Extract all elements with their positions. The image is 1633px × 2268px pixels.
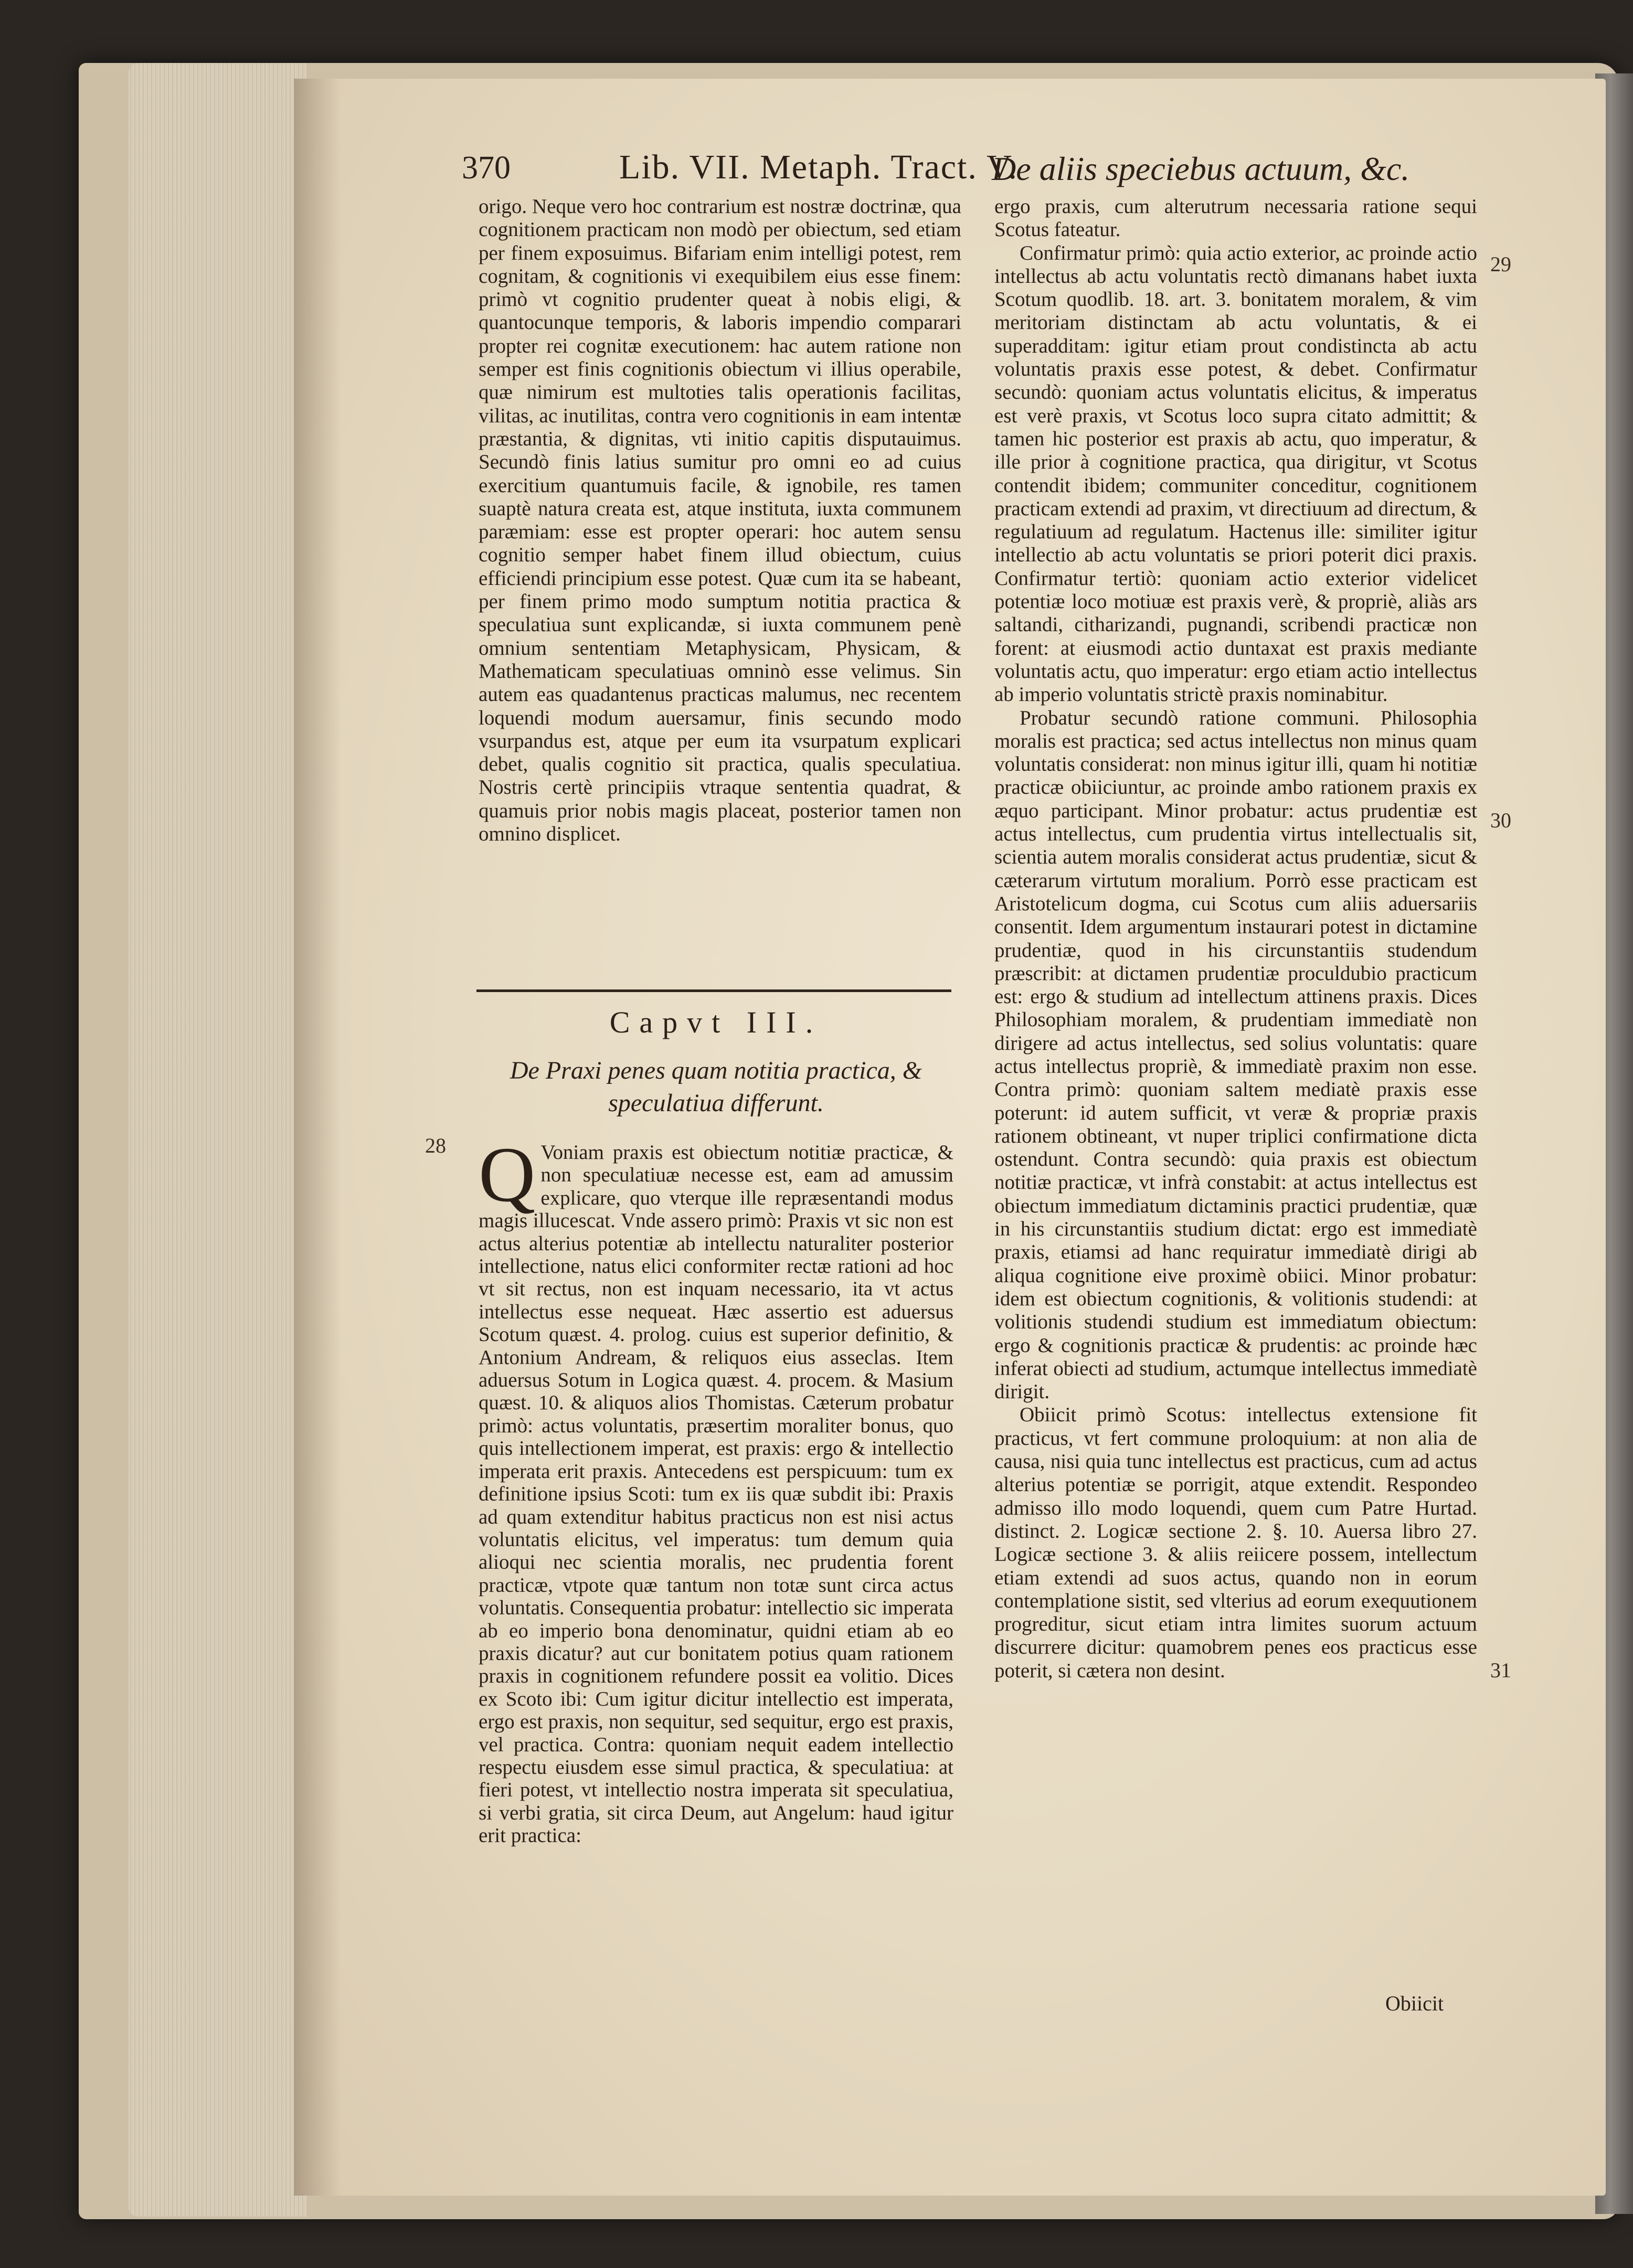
chapter-paragraph: Voniam praxis est obiectum notitiæ practicæ, & non speculatiuæ necesse est, eam ad amussim explicare, quo vterque ille repræsentandi modus magis illucescat. Vnde assero primò: Praxis vt sic non est actus alterius potentiæ ab intellectu naturaliter posterior intellectione, natus elici conformiter rectæ rationi ad hoc vt sit rectus, non est inquam necessario, ita vt actus intellectus esse nequeat. Hæc assertio est aduersus Scotum quæst. 4. prolog. cuius est superior definitio, & Antonium Andream, & reliquos eius asseclas. Item aduersus Sotum in Logica quæst. 4. procem. & Masium quæst. 10. & aliquos alios Thomistas. Cæterum probatur primò: actus voluntatis, præsertim moraliter bonus, quo quis intellectionem imperat, est praxis: ergo & intellectio imperata erit praxis. Antecedens est perspicuum: tum ex definitione ipsius Scoti: tum ex iis quæ subdit ibi: Praxis ad quam extenditur habitus practicus non est nisi actus voluntatis elicitus, vel imperatus: tum demum quia alioqui nec scientia moralis, nec prudentia forent practicæ, vtpote quæ tantum non totæ sunt circa actus voluntatis. Consequentia probatur: intellectio sic imperata ab eo imperio bona denominatur, quidni etiam ab eo praxis dicatur? aut cur bonitatem potius quam rationem praxis in cognitionem refundere possit ea volitio. Dices ex Scoto ibi: Cum igitur dicitur intellectio est imperata, ergo est praxis, non sequitur, sed sequitur, ergo est praxis, vel practica. Contra: quoniam nequit eadem intellectio respectu eiusdem esse simul practica, & speculatiua: at fieri potest, vt intellectio nostra imperata sit speculatiua, si verbi gratia, sit circa Deum, aut Angelum: haud igitur erit practica: (479, 1141, 953, 1847)
chapter-subtitle-line: De Praxi penes quam notitia practica, & (510, 1057, 922, 1084)
margin-number: 29 (1490, 252, 1511, 276)
right-paragraph: Confirmatur primò: quia actio exterior, ac proinde actio intellectus ab actu voluntatis rectò dimanans habet iuxta Scotum quodlib. 18. art. 3. bonitatem moralem, & vim meritoriam distinctam ab actu voluntatis, & ei superadditam: igitur etiam prout condistincta ab actu voluntatis praxis esse potest, & debet. Confirmatur secundò: quoniam actus voluntatis elicitus, & imperatus est verè praxis, vt Scotus loco supra citato admittit; & tamen hic posterior est praxis ab actu, quo imperatur, & ille prior à cognitione practica, qua dirigitur, vt Scotus contendit ibidem; communiter conceditur, cognitionem practicam extendi ad praxim, vt directiuum ad directum, & regulatiuum ad regulatum. Hactenus ille: similiter igitur intellectio ab actu voluntatis se priori poterit dici praxis. Confirmatur tertiò: quoniam actio exterior videlicet potentiæ loco motiuæ est praxis verè, & propriè, aliàs ars saltandi, citharizandi, pugnandi, scribendi practicæ non forent: at eiusmodi actio duntaxat est praxis mediante voluntatis actu, quo imperatur: ergo etiam actio intellectus ab imperio voluntatis strictè praxis nominabitur. (994, 241, 1477, 706)
chapter-title: Capvt III. (609, 1005, 823, 1039)
margin-number: 30 (1490, 808, 1511, 832)
chapter-rule (476, 989, 951, 992)
left-paragraph: origo. Neque vero hoc contrarium est nostræ doctrinæ, qua cognitionem practicam non modò per obiectum, sed etiam per finem exposuimus. Bifariam enim intelligi potest, rem cognitam, & cognitionis vi exequibilem eius esse finem: primò vt cognitio prudenter queat à nobis eligi, & quantocunque temporis, & laboris impendio comparari propter rei cognitæ executionem: hac autem ratione non semper est finis cognitionis obiectum vi illius operabile, quæ nimirum est multoties talis operationis facilitas, vilitas, ac inutilitas, contra vero cognitionis in eam intentæ præstantia, & dignitas, vti initio capitis disputauimus. Secundò finis latius sumitur pro omni eo ad cuius exercitium quantumuis facile, & ignobile, res tamen suaptè natura creata est, atque instituta, iuxta communem paræmiam: esse est propter operari: hoc autem sensu cognitio semper habet finem illud obiectum, cuius efficiendi principium esse potest. Quæ cum ita se habeant, per finem primo modo sumptum notitia practica & speculatiua sunt explicandæ, si iuxta communem penè omnium sententiam Metaphysicam, Physicam, & Mathematicam speculatiuas omninò esse velimus. Sin autem eas quadantenus practicas malumus, nec recentem loquendi modum auersamur, finis secundo modo vsurpandus est, atque per eum ita vsurpatum explicari debet, qualis cognitio sit practica, qualis speculatiua. Nostris certè principiis vtraque sententia quadrat, & quamuis prior nobis magis placeat, posterior tamen non omnino displicet. (479, 195, 961, 846)
page-number: 370 (462, 150, 511, 186)
right-paragraph: Obiicit primò Scotus: intellectus extensione fit practicus, vt fert commune proloquium: at non alia de causa, nisi quia tunc intellectus est practicus, cum ad actus alterius potentiæ se porrigit, atque extendit. Respondeo admisso illo modo loquendi, quem cum Patre Hurtad. distinct. 2. Logicæ sectione 2. §. 10. Auersa libro 27. Logicæ sectione 3. & aliis reiicere possem, intellectum etiam extendi ad suos actus, quando non in eorum contemplatione sistit, sed vlterius ad eorum exequutionem progreditur, sicut etiam intra limites suorum actuum discurrere dicitur: quamobrem penes eos practicus esse poterit, si cætera non desint. (994, 1403, 1477, 1682)
chapter-subtitle-line: speculatiua differunt. (608, 1089, 824, 1117)
running-title: De aliis speciebus actuum, &c. (992, 150, 1410, 187)
catchword: Obiicit (1385, 1992, 1444, 2015)
gutter-shadow (294, 79, 341, 2196)
right-paragraph: Probatur secundò ratione communi. Philosophia moralis est practica; sed actus intellectus non minus quam voluntatis considerat: non minus igitur illi, quam hi notitiæ practicæ obiiciuntur, ac proinde ambo rationem praxis ex æquo participant. Minor probatur: actus prudentiæ est actus intellectus, cum prudentia virtus intellectualis sit, scientia autem moralis considerat actus prudentiæ, sicut & cæterarum virtutum moralium. Porrò esse practicam est Aristotelicum dogma, cui Scotus cum aliis aduersariis consentit. Idem argumentum instaurari potest in dictamine prudentiæ, quod in his circunstantiis studendum præscribit: at dictamen prudentiæ proculdubio practicum est: ergo & studium ad intellectum attinens praxis. Dices Philosophiam moralem, & prudentiam immediatè non dirigere ad actus intellectus, sed solius voluntatis: quare actus intellectus propriè, & immediatè praxim non esse. Contra primò: quoniam saltem mediatè praxis esse poterunt: id autem sufficit, vt veræ & propriæ praxis rationem obtineant, vt nuper triplici confirmatione dicta ostendunt. Contra secundò: quia praxis est obiectum notitiæ practicæ, vt infrà constabit: at actus intellectus est obiectum immediatum dictaminis practici prudentiæ, quæ in his circunstantiis studium dictat: ergo est immediatè praxis, etiamsi ad hanc requiratur immediatè dirigi ab aliqua cognitione eive proximè obiici. Minor probatur: idem est obiectum cognitionis, & volitionis studendi: at volitionis studendi studium est immediatum obiectum: ergo & cognitionis practicæ & prudentis: ac proinde hæc inferat obiecti ad studium, actumque intellectus immediatè dirigit. (994, 706, 1477, 1403)
page-edges (129, 63, 307, 2217)
margin-number: 31 (1490, 1658, 1511, 1682)
chapter-text (479, 1131, 953, 1847)
running-head (462, 150, 1490, 197)
margin-number: 28 (425, 1134, 446, 1157)
book-reference: Lib. VII. Metaph. Tract. V. (619, 148, 1018, 186)
drop-cap: Q (479, 1131, 536, 1218)
right-paragraph: ergo praxis, cum alterutrum necessaria ratione sequi Scotus fateatur. (994, 195, 1477, 241)
left-column (479, 195, 961, 846)
right-column (994, 195, 1477, 1683)
chapter-subtitle (479, 1055, 953, 1120)
